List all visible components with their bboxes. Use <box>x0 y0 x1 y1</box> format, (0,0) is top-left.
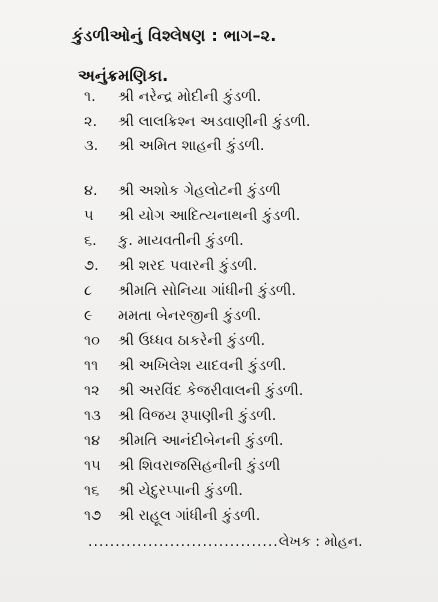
toc-entry-number: ૧૧ <box>84 358 99 374</box>
author-leader-dots: ................................... <box>88 534 279 550</box>
toc-entry-number: ૧૩ <box>84 408 101 424</box>
toc-entry-number: ૧. <box>84 89 96 105</box>
toc-entry-number: ૨. <box>84 114 98 130</box>
toc-entry-number: ૧૨ <box>84 383 100 399</box>
toc-entry-text: શ્રી અખિલેશ યાદવની કુંડળી. <box>118 358 287 374</box>
toc-entry-text: શ્રી રાહૂલ ગાંધીની કુંડળી. <box>118 508 261 524</box>
author-line <box>88 534 363 550</box>
toc-entry-text: શ્રી અમિત શાહની કુંડળી. <box>118 138 265 154</box>
toc-entry-text: શ્રીમતિ આનંદીબેનની કુંડળી. <box>118 433 284 449</box>
toc-entry-text: મમતા બેનરજીની કુંડળી. <box>118 308 262 324</box>
toc-entry-number: ૧૭ <box>84 508 102 524</box>
toc-entry-text: કુ. માયવતીની કુંડળી. <box>118 233 244 249</box>
toc-entry-number: ૬. <box>84 233 97 249</box>
toc-entry-text: શ્રી વિજય રૂપાણીની કુંડળી. <box>118 408 277 424</box>
page-title: કુંડળીઓનું વિશ્લેષણ : ભાગ–૨. <box>72 26 277 45</box>
toc-entry-text: શ્રી શરદ પવારની કુંડળી. <box>118 258 258 274</box>
toc-entry-text: શ્રી અરવિંદ કેજરીવાલની કુંડળી. <box>118 383 304 399</box>
toc-entry-number: ૧૬ <box>84 483 100 499</box>
toc-entry-text: શ્રી લાલક્રિશ્ન અડવાણીની કુંડળી. <box>118 114 311 130</box>
toc-entry-number: ૩. <box>84 138 99 154</box>
toc-entry-text: શ્રીમતિ સોનિયા ગાંધીની કુંડળી. <box>118 283 296 299</box>
toc-entry-number: ૯ <box>84 308 93 324</box>
toc-entry-text: શ્રી નરેન્દ્ર મોદીની કુંડળી. <box>118 89 262 105</box>
toc-entry-number: ૫ <box>84 208 94 224</box>
toc-heading: અનુંક્રમણિકા. <box>78 66 169 85</box>
toc-entry-text: શ્રી ઉધ્ધવ ઠાકરેની કુંડળી. <box>118 333 266 349</box>
toc-entry-text: શ્રી શિવરાજસિહનીની કુંડળી <box>118 458 281 474</box>
author-name: લેખક : મોહન. <box>278 534 363 550</box>
toc-entry-number: ૧૪ <box>84 433 101 449</box>
toc-entry-number: ૪. <box>84 183 98 199</box>
toc-entry-number: ૭. <box>84 258 99 274</box>
toc-entry-number: ૧૫ <box>84 458 101 474</box>
toc-entry-number: ૮ <box>84 283 92 299</box>
toc-entry-text: શ્રી અશોક ગેહલોટની કુંડળી <box>118 183 281 199</box>
toc-entry-number: ૧૦ <box>84 333 100 349</box>
toc-entry-text: શ્રી યેદુરપ્પાની કુંડળી. <box>118 483 243 499</box>
toc-entry-text: શ્રી યોગ આદિત્યનાથની કુંડળી. <box>118 208 301 224</box>
